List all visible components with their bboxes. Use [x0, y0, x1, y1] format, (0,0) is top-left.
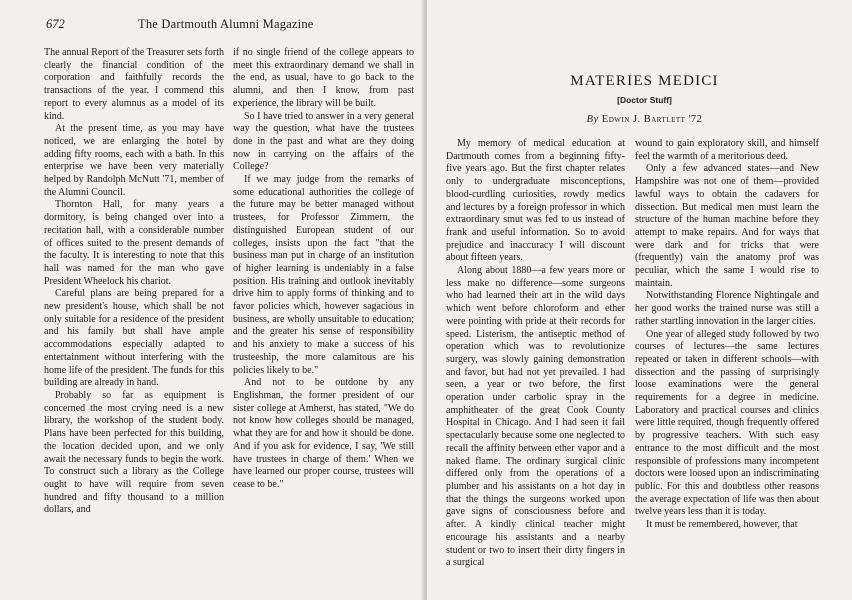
- left-column-2: [233, 47, 414, 592]
- paragraph: Probably so far as equipment is concerned the most crying need is a new library, the workshop of the student body. Plans have been perfected for this building, the location decided upon, and we only await the necessary funds to begin the work. To construct such a library as the College ought to have will require from seven hundred and fifty thousand to a million dollars, and: [44, 389, 224, 516]
- paragraph: Thornton Hall, for many years a dormitory, is being changed over into a recitation hall, with a considerable number of offices suited to the present demands of the faculty. It is interesting to note that this hall was named for the man who gave President Wheelock his chariot.: [44, 199, 224, 287]
- byline-prefix: By: [586, 114, 599, 125]
- paragraph: Notwithstanding Florence Nightingale and her good works the trained nurse was still a rather startling innovation in the larger cities.: [635, 290, 819, 327]
- paragraph: if no single friend of the college appears to meet this extraordinary demand we shall in the end, as usual, have to go back to the alumni, and then I know, from past experience, the library will be built.: [233, 47, 414, 109]
- article-title: MATERIES MEDICI: [570, 73, 719, 89]
- left-page: [0, 0, 425, 600]
- paragraph: My memory of medical education at Dartmouth comes from a beginning fifty-five years ago. But the first chapter relates only to undergraduate misconceptions, blood-curdling curiosities, rowdy medics and lectures by a foreign professor in which extraordinary smut was fed to us instead of frank and useful information. So to avoid prejudice and inaccuracy I will discount about fifteen years.: [446, 138, 625, 264]
- paragraph: Along about 1880—a few years more or less make no difference—some surgeons who had learned their art in the wild days which went before chloroform and ether were pointing with pride at their records for speed. Listerism, the antiseptic method of operation which was to revolutionize surgery, was slowly gaining demonstration and favor, but had not yet prevailed. I had seen, a year or two before, the first operation under carbolic spray in the amphitheater of the great Cook County Hospital in Chicago. And I had seen it fail spectacularly because some one neglected to recall the affinity between ether vapor and a naked flame. The ordinary surgical clinic differed only from the operations of a plumber and his assistants on a hot day in that the things the surgeons worked upon gave signs of consciousness before and after. A kindly clinical teacher might encourage his assistants and a nearby student or two to insert their dirty fingers in a surgical: [446, 265, 625, 569]
- paragraph: It must be remembered, however, that: [646, 519, 798, 531]
- left-column-1: [44, 47, 224, 592]
- page-number: 672: [46, 17, 65, 31]
- byline-author: Edwin J. Bartlett '72: [601, 114, 703, 125]
- byline: [437, 114, 852, 125]
- right-column-1: [446, 138, 625, 598]
- paragraph: So I have tried to answer in a very general way the question, what have the trustees done in the past and what are they doing now in carrying on the affairs of the College?: [233, 110, 414, 173]
- right-column-2: [635, 138, 819, 598]
- paragraph: wound to gain exploratory skill, and himself feel the warmth of a meritorious deed.: [635, 138, 819, 162]
- paragraph: And not to be outdone by any Englishman, the former president of our sister college at Amherst, has stated, "We do not know how colleges should be managed, what they are for and how it should be done. And if you ask for evidence, I say, 'We still have trustees in charge of them.' When we have learned our proper course, trustees will cease to be.": [233, 377, 414, 490]
- paragraph: One year of alleged study followed by two courses of lectures—the same lectures repeated or taken in different schools—with dissection and the passing of surprisingly loose examinations were the general requirements for a degree in medicine. Laboratory and practical courses and clinics were little required, though frequently offered by progressive teachers. With such easy entrance to the most difficult and the most responsible of professions many incompetent doctors were loosed upon an indiscriminating public. For this and doubtless other reasons the average expectation of life was then about twelve years less than it is today.: [635, 328, 819, 518]
- paragraph: The annual Report of the Treasurer sets forth clearly the financial condition of the corporation and faithfully records the transactions of the year. I commend this report to every alumnus as a model of its kind.: [44, 47, 224, 122]
- paragraph: Only a few advanced states—and New Hampshire was not one of them—provided lawful ways to obtain the cadavers for dissection. But medical men must learn the structure of the human machine before they attempt to make repairs. And for ways that were dark and for tricks that were (frequently) vain the anatomy prof was peculiar, which the same I would rise to maintain.: [635, 163, 819, 289]
- paragraph: If we may judge from the remarks of some educational authorities the college of the future may be better managed without trustees, for Professor Zimmern, the distinguished European student of our colleges, insists upon the fact "that the business man put in charge of an institution of higher learning is undeniably in a false position. His training and outlook inevitably drive him to apply forms of thinking and to favor policies which, however sagacious in business, are wholly unsuitable to education; and the greater his sense of responsibility and his anxiety to make a success of his trusteeship, the more calamitous are his policies likely to be.": [233, 174, 414, 376]
- paragraph: At the present time, as you may have noticed, we are enlarging the hotel by adding fifty rooms, each with a bath. In this enterprise we have been very materially helped by Randolph McNutt '71, member of the Alumni Council.: [44, 123, 224, 198]
- paragraph: Careful plans are being prepared for a new president's house, which shall be not only suitable for a residence of the president and his family but shall have ample accommodations especially adapted to entertainment without interfering with the home life of the president. The funds for this building are already in hand.: [44, 288, 224, 389]
- running-head: [46, 17, 407, 33]
- magazine-title: The Dartmouth Alumni Magazine: [138, 17, 314, 31]
- right-page: [427, 0, 852, 600]
- article-subhead: [Doctor Stuff]: [617, 95, 672, 105]
